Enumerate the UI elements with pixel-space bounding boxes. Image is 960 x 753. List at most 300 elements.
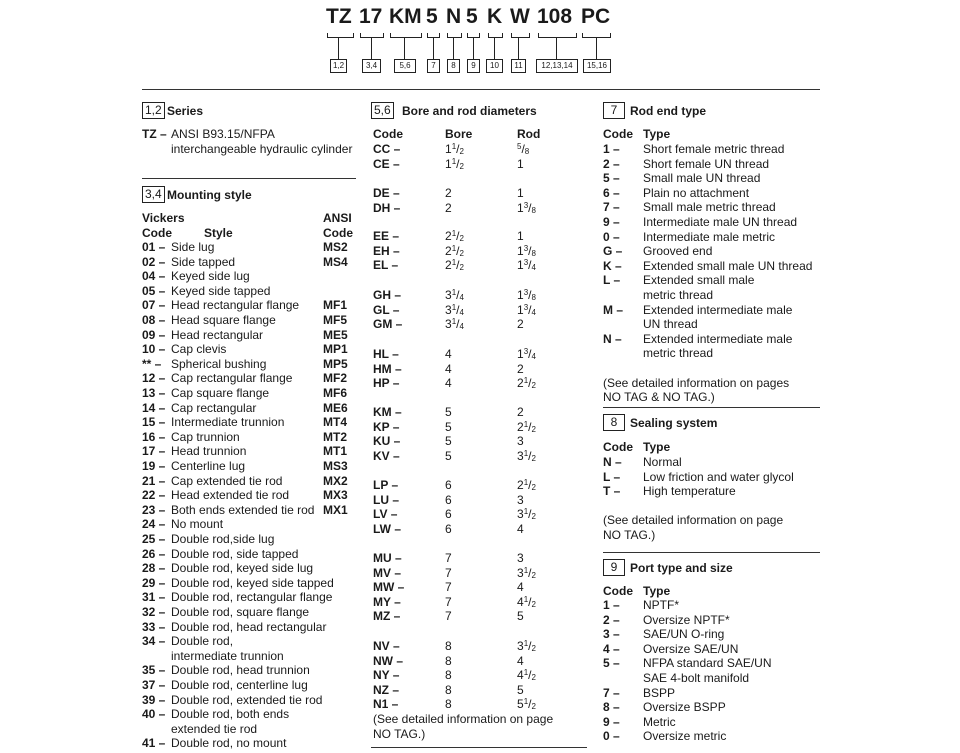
mounting-code: 15 –: [142, 415, 166, 430]
sealing-type: Low friction and water glycol: [643, 469, 794, 484]
rod-diameter: $2^1/_2$: [517, 419, 536, 434]
bore-code: EE –: [373, 229, 400, 243]
bore-diameter: 4: [445, 347, 452, 361]
rodend-code: L –: [603, 273, 621, 288]
rod-diameter: 5: [517, 609, 524, 624]
mounting-style: Double rod, square flange: [171, 605, 310, 619]
mounting-ansi-code: ME5: [323, 327, 348, 342]
bore-diameter: 5: [445, 419, 452, 434]
mounting-code: 24 –: [142, 517, 166, 532]
mounting-code: 02 –: [142, 254, 166, 269]
model-code-position-box: 1,2: [330, 59, 347, 73]
mounting-ansi-code: MS2: [323, 240, 348, 254]
bore-diameter: 7: [445, 565, 452, 580]
mounting-style: Head trunnion: [171, 444, 247, 459]
rodend-type: Small male UN thread: [643, 171, 761, 186]
mounting-ansi-code: MT2: [323, 429, 347, 444]
model-code-segment: TZ: [326, 5, 352, 28]
bore-code: LV –: [373, 507, 398, 522]
port-code: 9 –: [603, 714, 620, 729]
model-code-bracket: [447, 37, 462, 38]
mounting-ansi-code: MP5: [323, 356, 348, 371]
mounting-ansi-code: MP1: [323, 342, 348, 357]
rod-diameter: $3^1/_2$: [517, 639, 536, 653]
mounting-style: Keyed side lug: [171, 269, 250, 284]
bore-code: KM –: [373, 405, 402, 419]
mounting-style: Intermediate trunnion: [171, 415, 285, 430]
bore-diameter: 8: [445, 697, 452, 712]
mounting-code: 28 –: [142, 561, 166, 576]
mounting-code: 04 –: [142, 269, 166, 284]
bore-diameter: 8: [445, 639, 452, 653]
bore-diameter: 5: [445, 448, 452, 463]
mounting-code: 32 –: [142, 605, 166, 619]
bore-code: NY –: [373, 668, 400, 683]
model-code-bracket: [538, 37, 577, 38]
bore-code: NV –: [373, 639, 400, 653]
mounting-style: Double rod, centerline lug: [171, 678, 308, 692]
rodend-type-cont: metric thread: [643, 346, 714, 361]
model-code-position-box: 7: [427, 59, 440, 73]
model-code-segment: 108: [537, 5, 573, 28]
mounting-code: 37 –: [142, 678, 166, 692]
rodend-header-type: Type: [643, 127, 671, 141]
rod-diameter: 3: [517, 434, 524, 449]
port-code: 8 –: [603, 700, 620, 715]
bore-header-rod: Rod: [517, 127, 541, 141]
mounting-style: Double rod,: [171, 634, 234, 649]
mounting-code: 34 –: [142, 634, 166, 649]
mounting-style: Cap rectangular: [171, 400, 257, 415]
bore-diameter: 8: [445, 653, 452, 668]
mounting-style: Head square flange: [171, 313, 276, 327]
port-code: 3 –: [603, 627, 620, 642]
mounting-style: Double rod, both ends: [171, 707, 290, 722]
mounting-style: Cap trunnion: [171, 429, 240, 444]
mounting-code: 19 –: [142, 459, 166, 473]
sealing-section-title: Sealing system: [630, 416, 718, 430]
model-code-connector: [433, 37, 434, 59]
bore-diameter: 7: [445, 594, 452, 609]
bore-diameter: 2: [445, 186, 452, 200]
bore-diameter: 6: [445, 478, 452, 492]
model-code-connector: [404, 37, 405, 59]
bore-code: CE –: [373, 156, 400, 171]
rodend-type: Extended intermediate male: [643, 331, 793, 346]
rodend-code: 9 –: [603, 215, 620, 229]
rodend-code: G –: [603, 244, 623, 259]
mounting-ansi-code: MF2: [323, 371, 347, 386]
mounting-style: Both ends extended tie rod: [171, 502, 315, 517]
rodend-code: N –: [603, 331, 622, 346]
mounting-style: Cap rectangular flange: [171, 371, 293, 386]
mounting-header-code: Code: [142, 226, 172, 240]
bore-code: CC –: [373, 142, 401, 156]
bore-code: KV –: [373, 448, 400, 463]
model-code-connector: [494, 37, 495, 59]
bore-diameter: $2^1/_2$: [445, 243, 464, 258]
rodend-type: Intermediate male UN thread: [643, 215, 798, 229]
sealing-header-type: Type: [643, 440, 671, 454]
rodend-type: Plain no attachment: [643, 185, 750, 200]
rod-diameter: $5^1/_2$: [517, 697, 536, 712]
bore-code: MY –: [373, 594, 401, 609]
sealing-section-number: 8: [603, 414, 625, 431]
mounting-style: Cap clevis: [171, 342, 227, 357]
model-code-position-box: 8: [447, 59, 460, 73]
rod-diameter: 2: [517, 405, 524, 419]
model-code-segment: W: [510, 5, 530, 28]
bore-diameter: $3^1/_4$: [445, 288, 464, 302]
model-code-bracket: [488, 37, 503, 38]
model-code-position-box: 11: [511, 59, 526, 73]
sealing-code: T –: [603, 484, 621, 499]
port-type: Metric: [643, 714, 676, 729]
rodend-type: Extended intermediate male: [643, 302, 793, 317]
rod-diameter: $1^3/_8$: [517, 288, 536, 302]
rod-diameter: $4^1/_2$: [517, 668, 536, 683]
mounting-code: 35 –: [142, 663, 166, 678]
bore-code: LP –: [373, 478, 399, 492]
mounting-code: 29 –: [142, 575, 166, 590]
mounting-code: 39 –: [142, 692, 166, 707]
bore-bottom-divider: [371, 747, 587, 748]
port-header-code: Code: [603, 584, 633, 598]
mounting-style-cont: extended tie rod: [171, 721, 258, 736]
rodend-type-cont: metric thread: [643, 288, 714, 302]
port-code: 2 –: [603, 612, 620, 627]
rodend-type: Intermediate male metric: [643, 229, 776, 244]
mounting-style: Cap extended tie rod: [171, 473, 283, 488]
rod-diameter: $1^3/_8$: [517, 200, 536, 215]
bore-diameter: 4: [445, 361, 452, 376]
mounting-code: 25 –: [142, 532, 166, 546]
port-section-title: Port type and size: [630, 561, 733, 575]
rod-diameter: 1: [517, 186, 524, 200]
bore-header-bore: Bore: [445, 127, 473, 141]
sealing-divider: [603, 552, 820, 553]
bore-code: MW –: [373, 580, 405, 595]
mounting-style: Head rectangular: [171, 327, 264, 342]
bore-code: GL –: [373, 302, 400, 317]
bore-code: EH –: [373, 243, 400, 258]
sealing-code: L –: [603, 469, 621, 484]
mounting-ansi-code: MX2: [323, 473, 348, 488]
mounting-code: 13 –: [142, 386, 166, 400]
mounting-code: 10 –: [142, 342, 166, 357]
bore-diameter: 6: [445, 507, 452, 522]
rodend-type: Grooved end: [643, 244, 713, 259]
bore-diameter: 7: [445, 580, 452, 595]
mounting-header-vickers: Vickers: [142, 211, 185, 225]
rod-diameter: $1^3/_8$: [517, 243, 536, 258]
mounting-style: Side lug: [171, 240, 215, 254]
rod-diameter: $3^1/_2$: [517, 507, 536, 522]
series-section-number: 1,2: [142, 102, 165, 119]
model-code-connector: [518, 37, 519, 59]
mounting-code: 31 –: [142, 590, 166, 605]
model-code-bracket: [511, 37, 530, 38]
rod-diameter: 4: [517, 521, 524, 536]
rodend-note-line1: (See detailed information on pages: [603, 376, 790, 390]
rod-diameter: 5: [517, 682, 524, 697]
bore-diameter: 6: [445, 492, 452, 507]
mounting-ansi-code: MF6: [323, 386, 347, 400]
rodend-section-title: Rod end type: [630, 104, 707, 118]
bore-diameter: $3^1/_4$: [445, 302, 464, 317]
mounting-style: Double rod, no mount: [171, 736, 287, 751]
mounting-style: Double rod, keyed side tapped: [171, 575, 334, 590]
mounting-code: ** –: [142, 356, 162, 371]
model-code-position-box: 9: [467, 59, 480, 73]
port-type: NFPA standard SAE/UN: [643, 656, 772, 671]
bore-diameter: $1^1/_2$: [445, 142, 464, 156]
rod-diameter: 3: [517, 551, 524, 565]
mounting-ansi-code: ME6: [323, 400, 348, 415]
rod-diameter: 1: [517, 156, 524, 171]
mounting-style: Double rod, head trunnion: [171, 663, 310, 678]
model-code-segment: PC: [581, 5, 611, 28]
rodend-type: Short female metric thread: [643, 142, 785, 156]
mounting-ansi-code: MT4: [323, 415, 347, 430]
port-type: Oversize metric: [643, 729, 727, 744]
rod-diameter: 2: [517, 317, 524, 332]
mounting-style: No mount: [171, 517, 224, 532]
bore-diameter: $2^1/_2$: [445, 229, 464, 243]
bore-code: HM –: [373, 361, 402, 376]
mounting-ansi-code: MS3: [323, 459, 348, 473]
rod-diameter: $1^3/_4$: [517, 347, 536, 361]
mounting-header-style: Style: [204, 226, 233, 240]
bore-diameter: $1^1/_2$: [445, 156, 464, 171]
rodend-code: 6 –: [603, 185, 620, 200]
mounting-code: 09 –: [142, 327, 166, 342]
rodend-header-code: Code: [603, 127, 633, 141]
bore-code: EL –: [373, 258, 399, 273]
bore-code: HL –: [373, 347, 399, 361]
series-code: TZ –: [142, 127, 167, 141]
bore-diameter: 7: [445, 551, 452, 565]
mounting-code: 26 –: [142, 546, 166, 561]
column-divider: [362, 90, 363, 753]
mounting-style: Double rod, keyed side lug: [171, 561, 314, 576]
mounting-section-number: 3,4: [142, 186, 165, 203]
mounting-code: 07 –: [142, 298, 166, 313]
mounting-code: 17 –: [142, 444, 166, 459]
bore-diameter: 8: [445, 668, 452, 683]
mounting-code: 14 –: [142, 400, 166, 415]
rodend-code: 0 –: [603, 229, 620, 244]
port-code: 4 –: [603, 641, 620, 656]
mounting-code: 12 –: [142, 371, 166, 386]
bore-code: KP –: [373, 419, 400, 434]
mounting-ansi-code: MS4: [323, 254, 348, 269]
series-desc-line1: ANSI B93.15/NFPA: [171, 127, 275, 141]
port-code: 5 –: [603, 656, 620, 671]
sealing-note-line2: NO TAG.): [603, 528, 656, 542]
bore-diameter: 2: [445, 200, 452, 215]
header-divider: [142, 89, 820, 90]
model-code-connector: [371, 37, 372, 59]
mounting-code: 08 –: [142, 313, 166, 327]
rodend-type: Extended small male UN thread: [643, 258, 813, 273]
rod-diameter: 1: [517, 229, 524, 243]
port-type: Oversize BSPP: [643, 700, 726, 715]
mounting-style: Head extended tie rod: [171, 488, 290, 503]
mounting-ansi-code: MX1: [323, 502, 348, 517]
bore-code: GM –: [373, 317, 403, 332]
port-type: SAE 4-bolt manifold: [643, 671, 750, 685]
mounting-ansi-code: MF5: [323, 313, 347, 327]
bore-diameter: $3^1/_4$: [445, 317, 464, 332]
rodend-code: 2 –: [603, 156, 620, 171]
bore-note-line2: NO TAG.): [373, 727, 426, 741]
rod-diameter: 4: [517, 653, 524, 668]
bore-code: MU –: [373, 551, 402, 565]
mounting-style: Side tapped: [171, 254, 236, 269]
bore-code: NZ –: [373, 682, 400, 697]
mounting-style: Double rod, extended tie rod: [171, 692, 323, 707]
port-type: SAE/UN O-ring: [643, 627, 725, 642]
bore-diameter: 5: [445, 434, 452, 449]
mounting-header-ansi: ANSI: [323, 211, 352, 225]
port-type: BSPP: [643, 685, 676, 700]
port-section-number: 9: [603, 559, 625, 576]
bore-code: GH –: [373, 288, 402, 302]
model-code-segment: 17: [359, 5, 383, 28]
port-code: 0 –: [603, 729, 620, 744]
rodend-type: Short female UN thread: [643, 156, 770, 171]
model-code-segment: 5: [426, 5, 438, 28]
sealing-note-line1: (See detailed information on page: [603, 513, 784, 527]
mounting-code: 01 –: [142, 240, 166, 254]
mounting-style: Spherical bushing: [171, 356, 267, 371]
sealing-header-code: Code: [603, 440, 633, 454]
model-code-connector: [596, 37, 597, 59]
model-code-connector: [453, 37, 454, 59]
mounting-code: 40 –: [142, 707, 166, 722]
model-code-position-box: 10: [486, 59, 503, 73]
bore-code: KU –: [373, 434, 401, 449]
model-code-segment: N: [446, 5, 462, 28]
rodend-code: 1 –: [603, 142, 620, 156]
model-code-segment: KM: [389, 5, 422, 28]
mounting-section-title: Mounting style: [167, 188, 252, 202]
mounting-style: Double rod, rectangular flange: [171, 590, 333, 605]
rod-diameter: $4^1/_2$: [517, 594, 536, 609]
mounting-code: 33 –: [142, 619, 166, 634]
model-code-segment: K: [487, 5, 503, 28]
rod-diameter: $^5/_8$: [517, 142, 530, 156]
rodend-type-cont: UN thread: [643, 317, 698, 332]
mounting-code: 41 –: [142, 736, 166, 751]
bore-code: HP –: [373, 376, 400, 391]
rod-diameter: $3^1/_2$: [517, 565, 536, 580]
bore-section-number: 5,6: [371, 102, 394, 119]
mounting-style: Double rod, head rectangular: [171, 619, 327, 634]
model-code-connector: [473, 37, 474, 59]
model-code-connector: [338, 37, 339, 59]
mounting-code: 22 –: [142, 488, 166, 503]
rod-diameter: 2: [517, 361, 524, 376]
model-code-bracket: [360, 37, 384, 38]
rodend-code: 7 –: [603, 200, 620, 215]
rod-diameter: $2^1/_2$: [517, 376, 536, 391]
mounting-style: Head rectangular flange: [171, 298, 300, 313]
bore-section-title: Bore and rod diameters: [402, 104, 537, 118]
rodend-type: Small male metric thread: [643, 200, 776, 215]
rodend-code: K –: [603, 258, 622, 273]
bore-code: N1 –: [373, 697, 399, 712]
mounting-style: Cap square flange: [171, 386, 270, 400]
mounting-ansi-code: MT1: [323, 444, 347, 459]
rodend-code: 5 –: [603, 171, 620, 186]
bore-diameter: 6: [445, 521, 452, 536]
mounting-code: 05 –: [142, 283, 166, 298]
sealing-code: N –: [603, 455, 622, 469]
rod-diameter: $2^1/_2$: [517, 478, 536, 492]
rodend-note-line2: NO TAG & NO TAG.): [603, 390, 715, 404]
mounting-code: 21 –: [142, 473, 166, 488]
bore-diameter: 8: [445, 682, 452, 697]
model-code-position-box: 15,16: [583, 59, 611, 73]
rodend-divider: [603, 407, 820, 408]
model-code-position-box: 12,13,14: [536, 59, 578, 73]
mounting-style: Double rod,side lug: [171, 532, 275, 546]
port-type: NPTF*: [643, 598, 679, 612]
mounting-header-ansi-code: Code: [323, 226, 353, 240]
bore-diameter: 7: [445, 609, 452, 624]
mounting-style-cont: intermediate trunnion: [171, 648, 284, 663]
rodend-type: Extended small male: [643, 273, 755, 288]
bore-code: DE –: [373, 186, 400, 200]
bore-diameter: $2^1/_2$: [445, 258, 464, 273]
bore-code: DH –: [373, 200, 401, 215]
port-code: 7 –: [603, 685, 620, 700]
bore-code: NW –: [373, 653, 403, 668]
model-code-position-box: 5,6: [394, 59, 416, 73]
bore-code: LU –: [373, 492, 400, 507]
sealing-type: High temperature: [643, 484, 736, 499]
model-code-connector: [556, 37, 557, 59]
rodend-code: M –: [603, 302, 624, 317]
bore-code: LW –: [373, 521, 402, 536]
model-code-bracket: [327, 37, 354, 38]
sealing-type: Normal: [643, 455, 682, 469]
port-code: 1 –: [603, 598, 620, 612]
rod-diameter: $3^1/_2$: [517, 448, 536, 463]
mounting-style: Centerline lug: [171, 459, 246, 473]
model-code-position-box: 3,4: [362, 59, 381, 73]
rod-diameter: $1^3/_4$: [517, 258, 536, 273]
bore-code: MZ –: [373, 609, 401, 624]
model-code-segment: 5: [466, 5, 478, 28]
port-type: Oversize NPTF*: [643, 612, 730, 627]
mounting-style: Double rod, side tapped: [171, 546, 299, 561]
bore-diameter: 5: [445, 405, 452, 419]
series-desc-line2: interchangeable hydraulic cylinder: [171, 142, 353, 156]
bore-note-line1: (See detailed information on page: [373, 712, 554, 726]
series-section-title: Series: [167, 104, 204, 118]
mounting-code: 23 –: [142, 502, 166, 517]
bore-diameter: 4: [445, 376, 452, 391]
mounting-style: Keyed side tapped: [171, 283, 271, 298]
rodend-section-number: 7: [603, 102, 625, 119]
mounting-code: 16 –: [142, 429, 166, 444]
series-divider: [142, 178, 356, 179]
mounting-ansi-code: MX3: [323, 488, 348, 503]
port-type: Oversize SAE/UN: [643, 641, 739, 656]
